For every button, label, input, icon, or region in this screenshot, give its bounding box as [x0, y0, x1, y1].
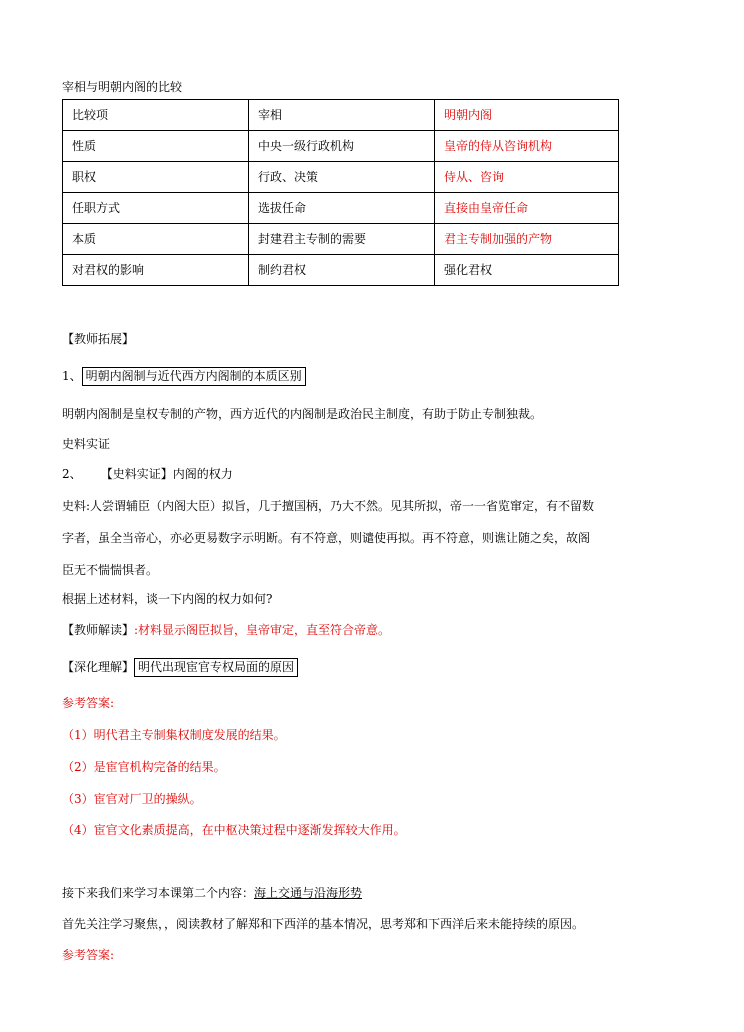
- table-cell: 强化君权: [435, 255, 619, 286]
- item-2: [62, 466, 233, 482]
- interpretation-text: :材料显示阁臣拟旨，皇帝审定，直至符合帝意。: [134, 623, 391, 637]
- table-row: [63, 224, 619, 255]
- table-cell: 对君权的影响: [63, 255, 249, 286]
- table-cell: 皇帝的侍从咨询机构: [435, 131, 619, 162]
- item-1-number: 1、: [62, 369, 82, 383]
- table-cell: 封建君主专制的需要: [249, 224, 435, 255]
- table-cell: 职权: [63, 162, 249, 193]
- teacher-extension-heading: 【教师拓展】: [62, 332, 135, 346]
- table-cell: 任职方式: [63, 193, 249, 224]
- interpretation-label: 【教师解读】: [62, 623, 135, 637]
- reference-answer-label: 参考答案:: [62, 696, 115, 710]
- table-cell: 制约君权: [249, 255, 435, 286]
- answer-item: （3）宦官对厂卫的操纵。: [62, 792, 202, 806]
- source-text-line: 史料:人尝谓辅臣（内阁大臣）拟旨，几于擅国柄，乃大不然。见其所拟，帝一一省览窜定，有不留数: [62, 499, 595, 513]
- deepen-boxed-title: 明代出现宦官专权局面的原因: [134, 658, 298, 677]
- next-intro-text: 接下来我们来学习本课第二个内容：: [62, 886, 255, 900]
- table-row: [63, 131, 619, 162]
- table-row: [63, 193, 619, 224]
- deepen-understanding: [62, 659, 298, 675]
- table-cell: 君主专制加强的产物: [435, 224, 619, 255]
- table-cell: 本质: [63, 224, 249, 255]
- focus-instruction: 首先关注学习聚焦，，阅读教材了解郑和下西洋的基本情况，思考郑和下西洋后来未能持续的原因。: [62, 917, 585, 931]
- table-cell: 行政、决策: [249, 162, 435, 193]
- next-content-intro: [62, 885, 362, 901]
- table-cell: 直接由皇帝任命: [435, 193, 619, 224]
- question: 根据上述材料，谈一下内阁的权力如何?: [62, 592, 273, 606]
- item-1: [62, 368, 306, 384]
- source-text-line: 臣无不惴惴惧者。: [62, 563, 159, 577]
- table-row: [63, 255, 619, 286]
- table-cell: 性质: [63, 131, 249, 162]
- reference-answer-label: 参考答案:: [62, 948, 115, 962]
- next-topic: 海上交通与沿海形势: [254, 886, 363, 900]
- header-cell: 比较项: [63, 100, 249, 131]
- answer-item: （4）宦官文化素质提高，在中枢决策过程中逐渐发挥较大作用。: [62, 823, 406, 837]
- source-text-line: 字者，虽全当帝心，亦必更易数字示明断。有不符意，则谴使再拟。再不符意，则谯让随之矣，故阁: [62, 531, 591, 545]
- header-cell: 宰相: [249, 100, 435, 131]
- item-2-title: 【史料实证】内阁的权力: [100, 467, 233, 481]
- item-1-boxed-title: 明朝内阁制与近代西方内阁制的本质区别: [82, 367, 306, 386]
- table-header-row: [63, 100, 619, 131]
- item-1-explanation: 明朝内阁制是皇权专制的产物，西方近代的内阁制是政治民主制度，有助于防止专制独裁。: [62, 407, 543, 421]
- comparison-table: [62, 99, 619, 286]
- answer-item: （2）是宦官机构完备的结果。: [62, 760, 226, 774]
- table-cell: 选拔任命: [249, 193, 435, 224]
- deepen-label: 【深化理解】: [62, 660, 135, 674]
- table-row: [63, 162, 619, 193]
- item-2-number: 2、: [62, 467, 82, 481]
- table-cell: 中央一级行政机构: [249, 131, 435, 162]
- header-cell: 明朝内阁: [435, 100, 619, 131]
- answer-item: （1）明代君主专制集权制度发展的结果。: [62, 728, 286, 742]
- historical-evidence-label: 史料实证: [62, 437, 111, 451]
- table-cell: 侍从、咨询: [435, 162, 619, 193]
- teacher-interpretation: [62, 622, 390, 638]
- table-title: 宰相与明朝内阁的比较: [62, 80, 183, 94]
